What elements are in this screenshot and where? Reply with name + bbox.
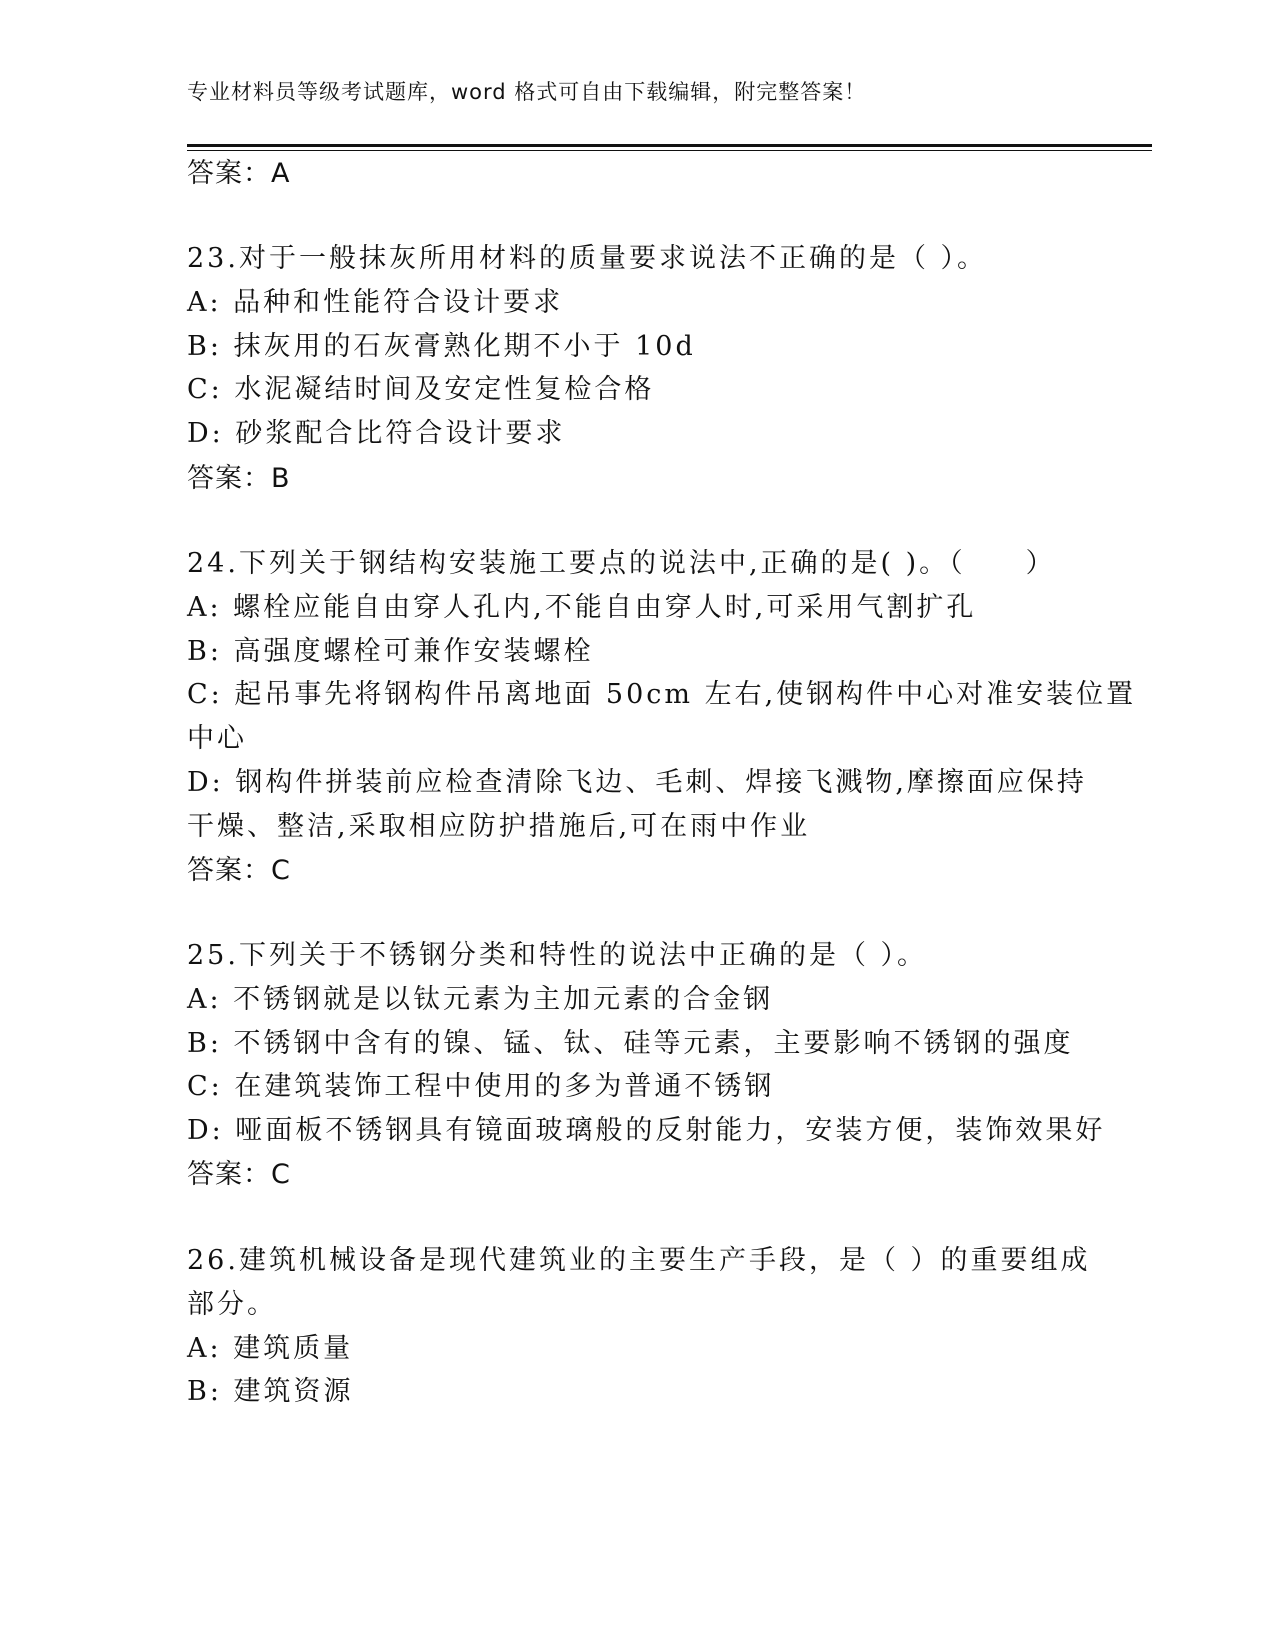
question-24-option-c-line1: C: 起吊事先将钢构件吊离地面 50cm 左右,使钢构件中心对准安装位置 <box>187 679 1137 710</box>
question-24-option-a: A: 螺栓应能自由穿人孔内,不能自由穿人时,可采用气割扩孔 <box>187 592 977 623</box>
question-24-stem: 24.下列关于钢结构安装施工要点的说法中,正确的是( )。（ ） <box>187 548 1056 579</box>
question-26-option-a: A: 建筑质量 <box>187 1333 354 1364</box>
question-23-option-d: D: 砂浆配合比符合设计要求 <box>187 418 566 449</box>
question-23-option-a: A: 品种和性能符合设计要求 <box>187 287 564 318</box>
question-24-option-d-line1: D: 钢构件拼装前应检查清除飞边、毛刺、焊接飞溅物,摩擦面应保持 <box>187 767 1087 798</box>
question-24-option-b: B: 高强度螺栓可兼作安装螺栓 <box>187 636 594 667</box>
question-24-option-d-line2: 干燥、整洁,采取相应防护措施后,可在雨中作业 <box>187 811 811 842</box>
question-25-option-b: B: 不锈钢中含有的镍、锰、钛、硅等元素，主要影响不锈钢的强度 <box>187 1028 1074 1059</box>
question-24-option-c-line2: 中心 <box>187 723 247 754</box>
question-25-option-c: C: 在建筑装饰工程中使用的多为普通不锈钢 <box>187 1071 775 1102</box>
question-24-answer: 答案：C <box>187 855 291 886</box>
question-23-stem: 23.对于一般抹灰所用材料的质量要求说法不正确的是（ ）。 <box>187 243 988 274</box>
question-23-option-c: C: 水泥凝结时间及安定性复检合格 <box>187 374 655 405</box>
question-25-option-d: D: 哑面板不锈钢具有镜面玻璃般的反射能力，安装方便，装饰效果好 <box>187 1115 1106 1146</box>
question-26-stem-line2: 部分。 <box>187 1289 277 1320</box>
question-25-answer: 答案：C <box>187 1159 291 1190</box>
question-25-option-a: A: 不锈钢就是以钛元素为主加元素的合金钢 <box>187 984 774 1015</box>
question-26-stem-line1: 26.建筑机械设备是现代建筑业的主要生产手段，是（ ）的重要组成 <box>187 1245 1091 1276</box>
header-divider <box>187 144 1152 151</box>
question-26-option-b: B: 建筑资源 <box>187 1376 354 1407</box>
question-25-stem: 25.下列关于不锈钢分类和特性的说法中正确的是（ ）。 <box>187 940 928 971</box>
answer-prev: 答案：A <box>187 158 291 189</box>
page-header: 专业材料员等级考试题库，word 格式可自由下载编辑，附完整答案！ <box>187 80 867 104</box>
question-23-answer: 答案：B <box>187 463 291 494</box>
question-23-option-b: B: 抹灰用的石灰膏熟化期不小于 10d <box>187 331 696 362</box>
